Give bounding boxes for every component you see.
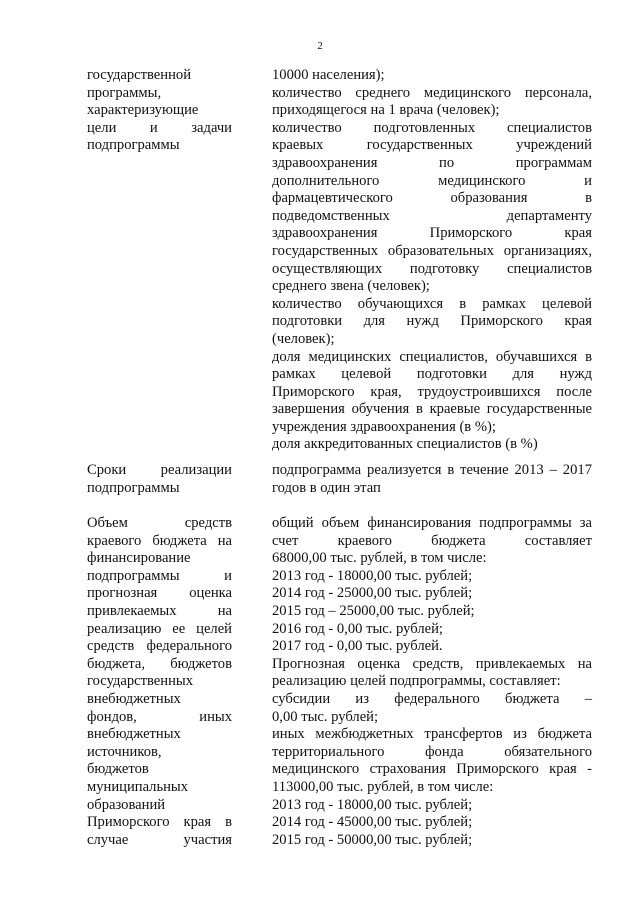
text-line: доля аккредитованных специалистов (в %) — [272, 436, 538, 453]
text-line: подготовки для нужд Приморского края — [272, 313, 592, 330]
label-line: краевого бюджета на — [87, 532, 232, 549]
text-line: иных межбюджетных трансфертов из бюджета — [272, 726, 592, 743]
text-line: количество среднего медицинского персонала, — [272, 84, 592, 101]
label-line: государственных — [87, 673, 194, 690]
text-line: среднего звена (человек); — [272, 278, 430, 295]
label-line: внебюджетных — [87, 690, 181, 707]
label-line: фондов, иных — [87, 708, 232, 725]
label-line: средств федерального — [87, 638, 232, 655]
text-line: 2017 год - 0,00 тыс. рублей. — [272, 638, 443, 655]
text-line: приходящегося на 1 врача (человек); — [272, 102, 500, 119]
label-line: характеризующие — [87, 102, 199, 119]
page-number: 2 — [317, 40, 323, 52]
text-line: фармацевтического образования в — [272, 190, 592, 207]
text-line: (человек); — [272, 330, 335, 347]
text-line: 2015 год - 50000,00 тыс. рублей; — [272, 831, 473, 848]
label-line: бюджетов — [87, 761, 149, 778]
text-line: подведомственных департаменту — [272, 207, 592, 224]
text-line: 2016 год - 0,00 тыс. рублей; — [272, 620, 443, 637]
section-goals-label — [87, 67, 232, 155]
section-goals-indicators — [272, 67, 592, 454]
text-line: осуществляющих подготовку специалистов — [272, 260, 592, 277]
text-line: годов в один этап — [272, 479, 381, 496]
label-line: подпрограммы — [87, 137, 180, 154]
text-line: 2013 год - 18000,00 тыс. рублей; — [272, 567, 473, 584]
text-line: рамках целевой подготовки для нужд — [272, 366, 592, 383]
label-line: подпрограммы и — [87, 567, 232, 584]
text-line: 113000,00 тыс. рублей, в том числе: — [272, 778, 494, 795]
section-financing-value — [272, 515, 592, 849]
text-line: 10000 населения); — [272, 67, 385, 83]
label-line: реализацию ее целей — [87, 620, 232, 637]
label-line: государственной — [87, 67, 192, 83]
text-line: краевых государственных учреждений — [272, 137, 592, 154]
text-line: счет краевого бюджета составляет — [272, 532, 592, 549]
label-line: цели и задачи — [87, 119, 232, 136]
label-line: подпрограммы — [87, 479, 180, 496]
text-line: 2014 год - 45000,00 тыс. рублей; — [272, 814, 473, 831]
text-line: общий объем финансирования подпрограммы за — [272, 515, 592, 531]
text-line: реализацию целей подпрограммы, составляет: — [272, 673, 561, 690]
text-line: субсидии из федерального бюджета – — [272, 690, 592, 707]
section-timing-value — [272, 462, 592, 497]
text-line: 2014 год - 25000,00 тыс. рублей; — [272, 585, 473, 602]
text-line: 2015 год – 25000,00 тыс. рублей; — [272, 602, 475, 619]
label-line: прогнозная оценка — [87, 585, 232, 602]
label-line: финансирование — [87, 550, 191, 567]
text-line: 0,00 тыс. рублей; — [272, 708, 379, 725]
label-line: внебюджетных — [87, 726, 181, 743]
text-line: медицинского страхования Приморского края - — [272, 761, 592, 778]
text-line: Приморского края, трудоустроившихся после — [272, 383, 592, 400]
text-line: государственных образовательных организациях, — [272, 242, 592, 259]
section-financing-label — [87, 515, 232, 849]
label-line: Приморского края в — [87, 814, 232, 831]
text-line: завершения обучения в краевые государственные — [272, 401, 592, 418]
text-line: дополнительного медицинского и — [272, 172, 592, 189]
text-line: здравоохранения по программам — [272, 154, 592, 171]
text-line: количество подготовленных специалистов — [272, 119, 592, 136]
text-line: доля медицинских специалистов, обучавшихся в — [272, 348, 592, 365]
label-line: привлекаемых на — [87, 602, 232, 619]
label-line: образований — [87, 796, 166, 813]
text-line: подпрограмма реализуется в течение 2013 – 2017 — [272, 462, 592, 478]
label-line: источников, — [87, 743, 162, 760]
label-line: муниципальных — [87, 778, 189, 795]
text-line: 68000,00 тыс. рублей, в том числе: — [272, 550, 487, 567]
label-line: Объем средств — [87, 515, 232, 531]
section-timing-label — [87, 462, 232, 497]
label-line: программы, — [87, 84, 162, 101]
label-line: Сроки реализации — [87, 462, 232, 478]
text-line: учреждения здравоохранения (в %); — [272, 418, 496, 435]
text-line: количество обучающихся в рамках целевой — [272, 295, 592, 312]
text-line: здравоохранения Приморского края — [272, 225, 592, 242]
text-line: 2013 год - 18000,00 тыс. рублей; — [272, 796, 473, 813]
text-line: территориального фонда обязательного — [272, 743, 592, 760]
label-line: случае участия — [87, 831, 232, 848]
label-line: бюджета, бюджетов — [87, 655, 232, 672]
text-line: Прогнозная оценка средств, привлекаемых на — [272, 655, 592, 672]
